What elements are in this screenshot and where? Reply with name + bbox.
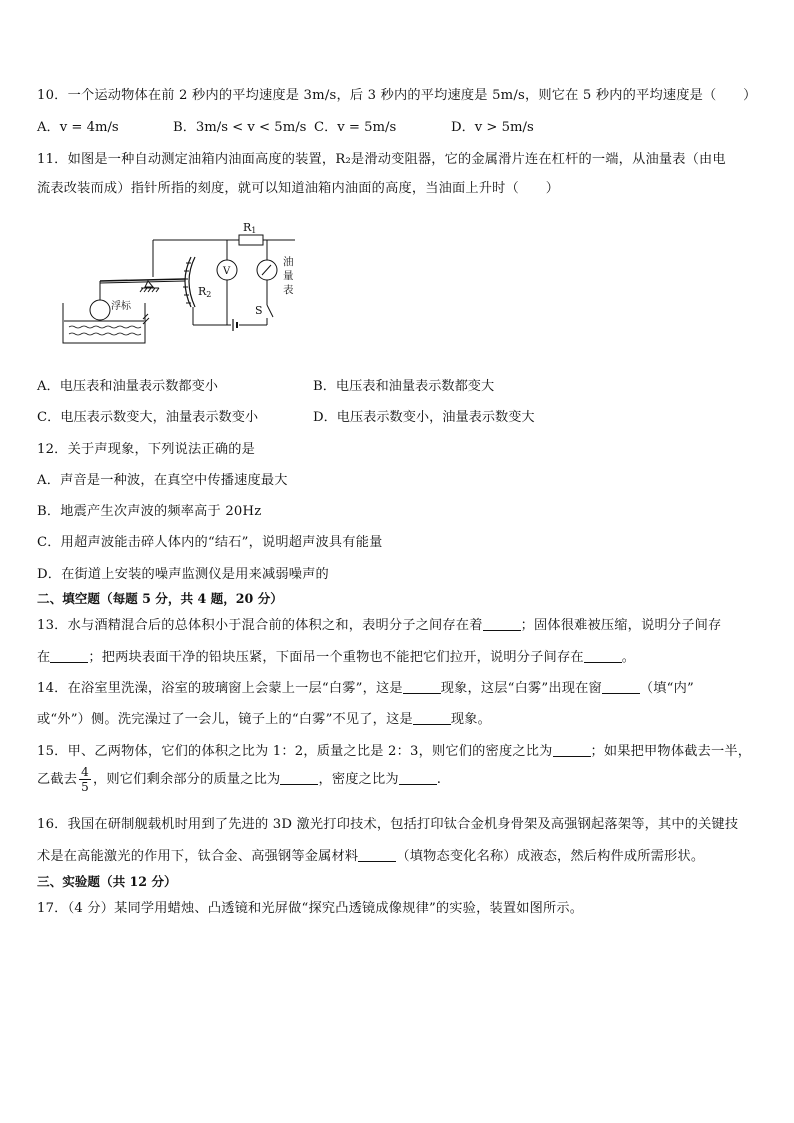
q13-blank-3[interactable]: [584, 650, 622, 663]
q13-line2: [37, 646, 635, 665]
lever-arm: [100, 279, 185, 281]
q11-options-row2: [37, 406, 757, 425]
q16-line2: [37, 845, 704, 864]
q11-option-d: D．电压表示数变小，油量表示数变大: [313, 410, 535, 425]
label-r1: R1: [243, 221, 257, 235]
label-meter-1: 油: [283, 256, 294, 268]
q14-line2: [37, 708, 491, 727]
label-v: V: [223, 266, 231, 277]
q13-text-4: ；把两块表面干净的铅块压紧，下面吊一个重物也不能把它们拉开，说明分子间存在: [88, 650, 584, 665]
q11-option-a: A．电压表和油量表示数都变小: [37, 379, 218, 394]
section-fill-in-title: 二、填空题（每题 5 分，共 4 题，20 分）: [37, 591, 283, 606]
q14-blank-1[interactable]: [403, 681, 441, 694]
q14-text-3: （填“内”: [639, 681, 694, 696]
q10-option-a: A．v = 4m/s: [37, 120, 119, 135]
q15-text-1: 15．甲、乙两物体，它们的体积之比为 1：2，质量之比是 2：3，则它们的密度之比为: [37, 744, 553, 759]
q16-blank-1[interactable]: [358, 849, 396, 862]
switch-s: [267, 305, 273, 317]
label-meter-2: 量: [283, 270, 294, 282]
q14-blank-3[interactable]: [413, 712, 451, 725]
q15-blank-3[interactable]: [399, 772, 437, 785]
label-float: 浮标: [111, 301, 131, 312]
q13-text-5: 。: [621, 650, 636, 665]
q15-blank-2[interactable]: [280, 772, 318, 785]
q12-option-c: C．用超声波能击碎人体内的“结石”，说明超声波具有能量: [37, 535, 383, 550]
q16-text-2: （填物态变化名称）成液态，然后构件成所需形状。: [396, 849, 705, 864]
rheostat-r2: [185, 257, 191, 307]
q10-option-c: C．v = 5m/s: [314, 120, 397, 135]
q15-text-4: ，则它们剩余部分的质量之比为: [93, 772, 281, 787]
q15-text-6: .: [436, 772, 442, 787]
q15-fraction: [79, 765, 91, 794]
q13-text-2: ；固体很难被压缩，说明分子间存: [520, 618, 722, 633]
q10-option-b: B．3m/s < v < 5m/s: [173, 120, 307, 135]
q13-text-3: 在: [37, 650, 51, 665]
q15-blank-1[interactable]: [553, 744, 591, 757]
label-r2: R2: [198, 285, 212, 299]
q14-line1: [37, 677, 694, 696]
q12-option-d: D．在街道上安装的噪声监测仪是用来减弱噪声的: [37, 567, 329, 582]
q12-stem: 12．关于声现象，下列说法正确的是: [37, 442, 255, 457]
q17-stem: 17．（4 分）某同学用蜡烛、凸透镜和光屏做“探究凸透镜成像规律”的实验，装置如图所示。: [37, 901, 584, 916]
q11-option-c: C．电压表示数变大，油量表示数变小: [37, 410, 259, 425]
q14-text-4: 或“外”）侧。洗完澡过了一会儿，镜子上的“白雾”不见了，这是: [37, 712, 413, 727]
q14-text-1: 14．在浴室里洗澡，浴室的玻璃窗上会蒙上一层“白雾”，这是: [37, 681, 403, 696]
resistor-r1: [239, 235, 263, 245]
q13-line1: [37, 614, 721, 633]
q11-option-b: B．电压表和油量表示数都变大: [313, 379, 495, 394]
q14-text-2: 现象，这层“白雾”出现在窗: [440, 681, 602, 696]
q11-stem-line1: 11．如图是一种自动测定油箱内油面高度的装置，R₂是滑动变阻器，它的金属滑片连在杠杆的一端，从油量表（由电: [37, 152, 726, 167]
q15-text-2: ；如果把甲物体截去一半，: [590, 744, 752, 759]
q16-text-1: 术是在高能激光的作用下，钛合金、高强钢等金属材料: [37, 849, 359, 864]
q15-text-5: ，密度之比为: [318, 772, 399, 787]
q13-blank-2[interactable]: [50, 650, 88, 663]
q15-line2: [37, 765, 441, 794]
q12-option-a: A．声音是一种波，在真空中传播速度最大: [37, 473, 288, 488]
q13-blank-1[interactable]: [483, 618, 521, 631]
label-meter-3: 表: [283, 284, 294, 296]
q11-stem-line2: 流表改装而成）指针所指的刻度，就可以知道油箱内油面的高度，当油面上升时（ ）: [37, 181, 560, 196]
q15-frac-num: 4: [81, 765, 90, 779]
float-ball: [90, 300, 110, 320]
q11-circuit-figure: [55, 215, 315, 350]
q10-options: [37, 116, 757, 135]
section-experiment-title: 三、实验题（共 12 分）: [37, 874, 177, 889]
q13-text-1: 13．水与酒精混合后的总体积小于混合前的体积之和，表明分子之间存在着: [37, 618, 483, 633]
label-s: S: [255, 304, 263, 317]
q15-line1: [37, 740, 751, 759]
q12-option-b: B．地震产生次声波的频率高于 20Hz: [37, 504, 262, 519]
q11-options-row1: [37, 375, 757, 394]
q14-blank-2[interactable]: [602, 681, 640, 694]
q16-line1: 16．我国在研制舰载机时用到了先进的 3D 激光打印技术，包括打印钛合金机身骨架及高强钢起落架等，其中的关键技: [37, 817, 739, 832]
q10-stem: 10．一个运动物体在前 2 秒内的平均速度是 3m/s，后 3 秒内的平均速度是 5m/s，则它在 5 秒内的平均速度是（ ）: [37, 88, 757, 103]
q15-frac-den: 5: [81, 780, 90, 794]
q15-text-3: 乙截去: [37, 772, 78, 787]
q14-text-5: 现象。: [450, 712, 492, 727]
q10-option-d: D．v > 5m/s: [451, 120, 534, 135]
